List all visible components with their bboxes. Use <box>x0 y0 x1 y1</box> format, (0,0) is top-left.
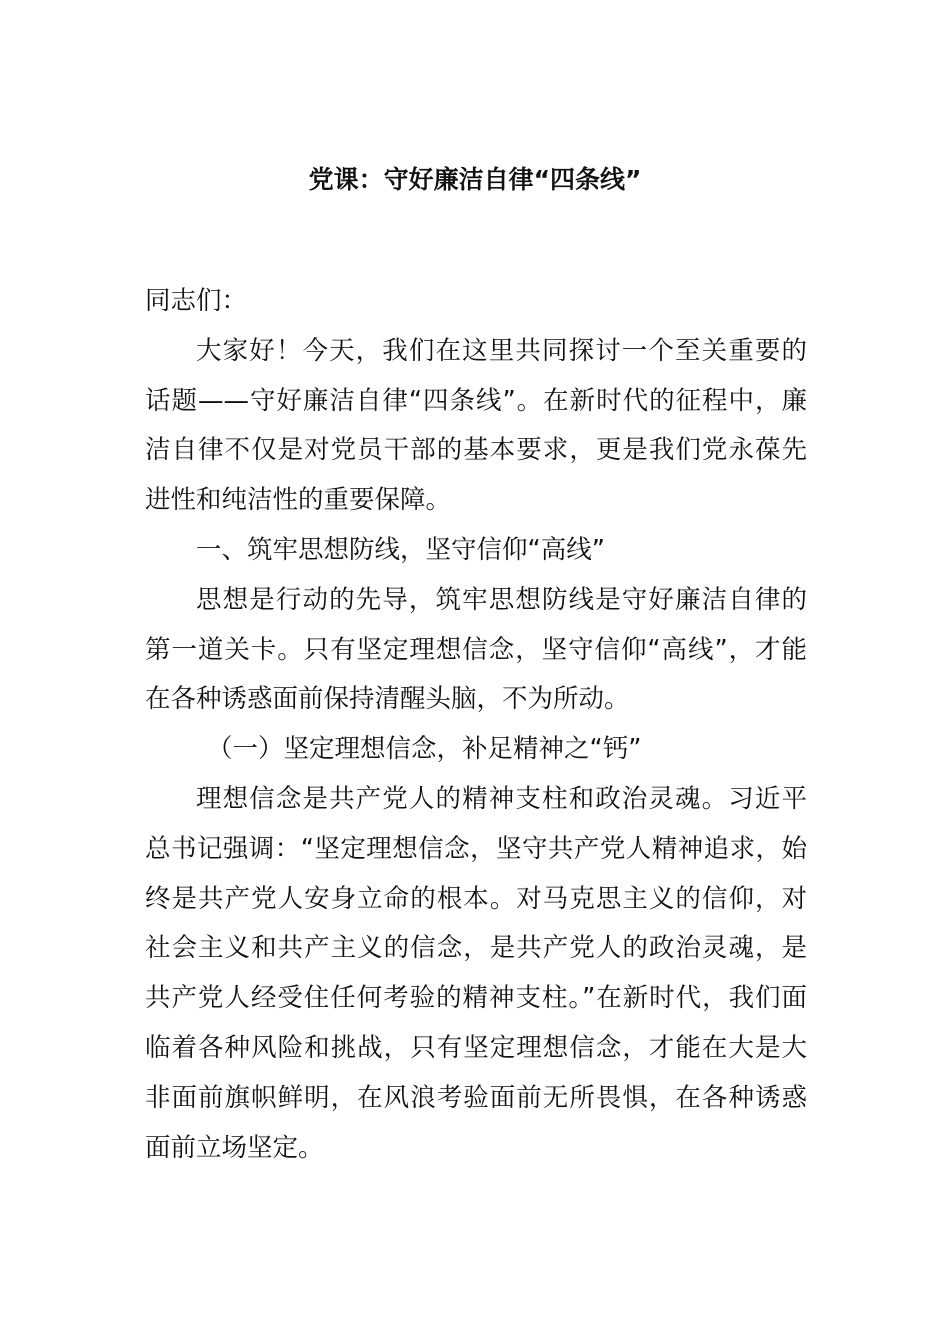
document-body <box>145 277 807 1173</box>
paragraph-subsection-1: 理想信念是共产党人的精神支柱和政治灵魂。习近平总书记强调：“坚定理想信念，坚守共产党人精神追求，始终是共产党人安身立命的根本。对马克思主义的信仰，对社会主义和共产主义的信念，是共产党人的政治灵魂，是共产党人经受住任何考验的精神支柱。”在新时代，我们面临着各种风险和挑战，只有坚定理想信念，才能在大是大非面前旗帜鲜明，在风浪考验面前无所畏惧，在各种诱惑面前立场坚定。 <box>145 783 807 1163</box>
paragraph-intro: 大家好！今天，我们在这里共同探讨一个至关重要的话题——守好廉洁自律“四条线”。在新时代的征程中，廉洁自律不仅是对党员干部的基本要求，更是我们党永葆先进性和纯洁性的重要保障。 <box>145 335 807 516</box>
salutation: 同志们： <box>145 286 248 316</box>
subsection-heading-1: （一）坚定理想信念，补足精神之“钙” <box>207 734 642 765</box>
section-heading-1: 一、筑牢思想防线，坚守信仰“高线” <box>196 534 605 565</box>
document-title: 党课：守好廉洁自律“四条线” <box>308 165 642 194</box>
paragraph-section-1: 思想是行动的先导，筑牢思想防线是守好廉洁自律的第一道关卡。只有坚定理想信念，坚守信仰“高线”，才能在各种诱惑面前保持清醒头脑，不为所动。 <box>145 584 807 715</box>
